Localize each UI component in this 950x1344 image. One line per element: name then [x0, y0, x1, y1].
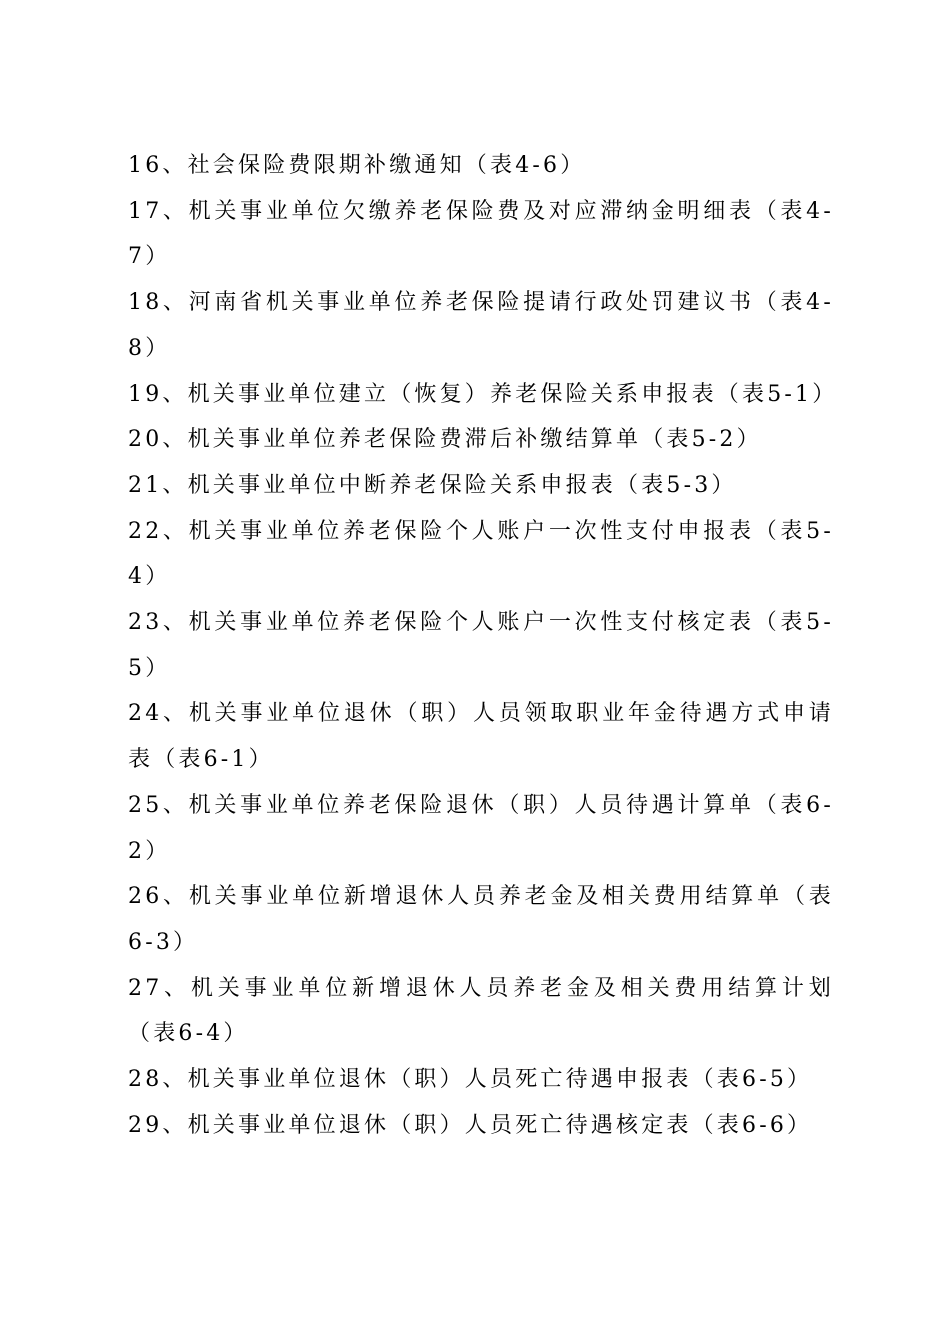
list-item: 26、机关事业单位新增退休人员养老金及相关费用结算单（表6-3）: [128, 884, 834, 955]
list-item: 20、机关事业单位养老保险费滞后补缴结算单（表5-2）: [128, 427, 762, 453]
list-item: 23、机关事业单位养老保险个人账户一次性支付核定表（表5-5）: [128, 610, 834, 681]
list-item: 28、机关事业单位退休（职）人员死亡待遇申报表（表6-5）: [128, 1067, 813, 1093]
list-item: 16、社会保险费限期补缴通知（表4-6）: [128, 153, 586, 178]
list-item: 25、机关事业单位养老保险退休（职）人员待遇计算单（表6-2）: [128, 792, 834, 864]
list-item: 24、机关事业单位退休（职）人员领取职业年金待遇方式申请表（表6-1）: [128, 701, 834, 773]
form-list: [128, 143, 838, 1148]
list-item: 27、机关事业单位新增退休人员养老金及相关费用结算计划（表6-4）: [128, 975, 834, 1047]
list-item: 22、机关事业单位养老保险个人账户一次性支付申报表（表5-4）: [128, 518, 834, 590]
list-item: 21、机关事业单位中断养老保险关系申报表（表5-3）: [128, 472, 737, 498]
list-item: 18、河南省机关事业单位养老保险提请行政处罚建议书（表4-8）: [128, 290, 834, 361]
list-item: 29、机关事业单位退休（职）人员死亡待遇核定表（表6-6）: [128, 1112, 813, 1138]
list-item: 17、机关事业单位欠缴养老保险费及对应滞纳金明细表（表4-7）: [128, 198, 834, 270]
list-item: 19、机关事业单位建立（恢复）养老保险关系申报表（表5-1）: [128, 381, 838, 407]
